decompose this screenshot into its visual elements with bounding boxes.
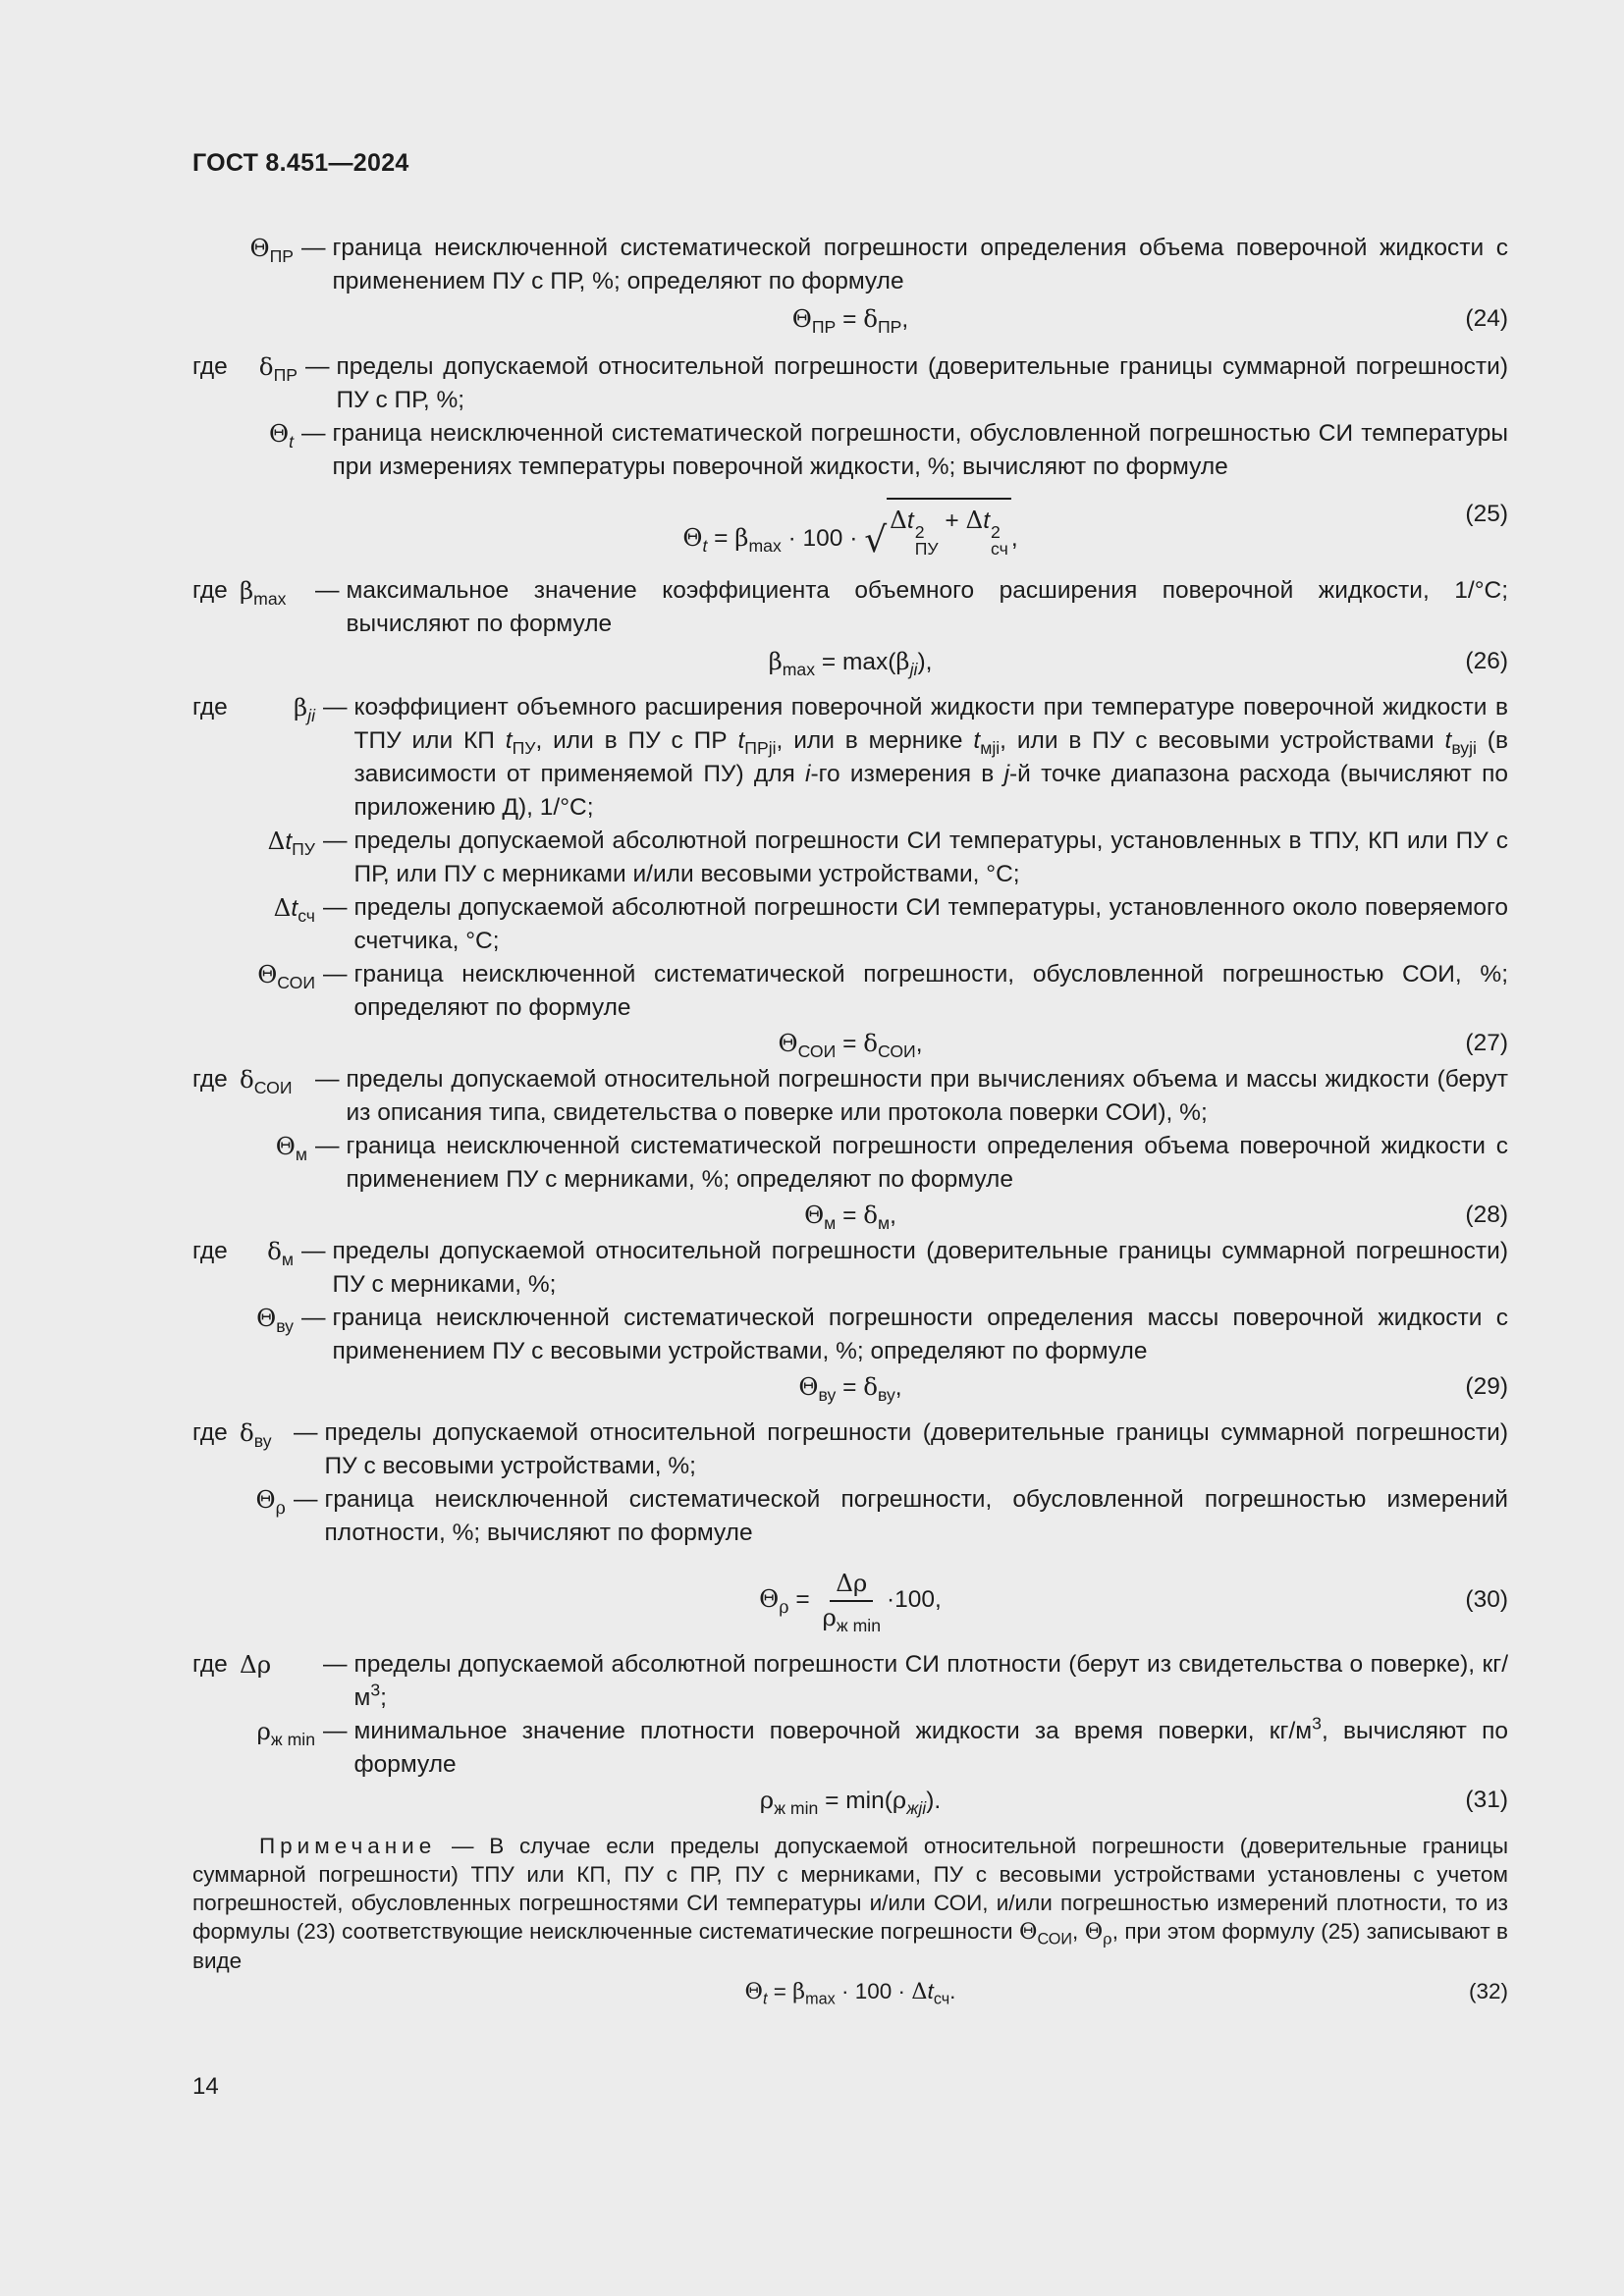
- formula-24: $\Theta_{ПР} = \delta_{ПР}$, (24): [791, 304, 1508, 338]
- definition-beta-max: где $\beta_{max}$ — максимальное значение коэффициента объемного расширения поверочной жидкости, 1/°С; вычисляют по формуле: [192, 575, 1508, 637]
- definition-delta-pr: где $\delta_{ПР}$ — пределы допускаемой относительной погрешности (доверительные границы суммарной погрешности) ПУ с ПР, %;: [192, 352, 1508, 413]
- page-content: [192, 232, 1508, 2006]
- definition-theta-vu: $\Theta_{ву}$ — граница неисключенной систематической погрешности определения массы поверочной жидкости с применением ПУ с весовыми устройствами, %; определяют по формуле: [192, 1302, 1508, 1368]
- definition-theta-pr: $\Theta_{ПР}$ — граница неисключенной систематической погрешности определения объема поверочной жидкости с применением ПУ с ПР, %; определяют по формуле: [192, 232, 1508, 298]
- symbol-rho-min: $\rho_{ж min}$: [256, 1716, 315, 1750]
- formula-26: $\beta_{max} = \max(\beta_{ji})$, (26): [768, 646, 1508, 680]
- definition-theta-t: $\Theta_t$ — граница неисключенной систематической погрешности, обусловленной погрешностью СИ температуры при измерениях температуры поверочной жидкости, %; вычисляют по формуле: [192, 417, 1508, 484]
- definition-theta-soi: $\Theta_{СОИ}$ — граница неисключенной систематической погрешности, обусловленной погрешностью СОИ, %; определяют по формуле: [192, 958, 1508, 1025]
- formula-number: (27): [1465, 1029, 1508, 1056]
- formula-number: (26): [1465, 647, 1508, 674]
- symbol-theta-m: $\Theta_м$: [275, 1131, 307, 1165]
- symbol-delta-soi: $\delta_{СОИ}$: [240, 1064, 293, 1098]
- formula-number: (25): [1465, 501, 1508, 527]
- definition-text: граница неисключенной систематической погрешности определения объема поверочной жидкости с применением ПУ с ПР, %; определяют по формуле: [332, 235, 1508, 294]
- formula-25: $\Theta_t = \beta_{max} \cdot 100$ · √ Δt 2 ПУ + Δt 2 сч , (25): [192, 498, 1508, 559]
- definition-delta-vu: где $\delta_{ву}$ — пределы допускаемой относительной погрешности (доверительные границы суммарной погрешности) ПУ с весовыми устройствами, %;: [192, 1417, 1508, 1479]
- symbol-theta-vu: $\Theta_{ву}$: [256, 1303, 294, 1337]
- formula-30: $\Theta_\rho$ = $\frac{\Delta\rho}{\rho_{ж min}}$ ·100, (30): [759, 1568, 1508, 1636]
- definition-delta-soi: где $\delta_{СОИ}$ — пределы допускаемой относительной погрешности при вычислениях объема и массы жидкости (берут из описания типа, свидетельства о поверке или протокола поверки СОИ), %;: [192, 1064, 1508, 1126]
- formula-number: (24): [1465, 305, 1508, 332]
- symbol-dt-pu: $\Delta t_{ПУ}$: [267, 826, 315, 860]
- symbol-dt-sch: $\Delta t_{сч}$: [273, 892, 315, 927]
- formula-29: $\Theta_{ву} = \delta_{ву}$, (29): [798, 1371, 1508, 1406]
- symbol-theta-soi: $\Theta_{СОИ}$: [257, 959, 315, 993]
- definition-theta-rho: $\Theta_\rho$ — граница неисключенной систематической погрешности, обусловленной погрешностью измерений плотности, %; вычисляют по формуле: [192, 1483, 1508, 1550]
- page-number: 14: [192, 2073, 219, 2100]
- definition-dt-sch: $\Delta t_{сч}$ — пределы допускаемой абсолютной погрешности СИ температуры, установленного около поверяемого счетчика, °С;: [192, 891, 1508, 958]
- note-paragraph: Примечание — В случае если пределы допускаемой относительной погрешности (доверительные границы суммарной погрешности) ТПУ или КП, ПУ с ПР, ПУ с мерниками, ПУ с весовыми устройствами установлены с учетом погрешностей, обусловленных погрешностями СИ температуры и/или СОИ, и/или погрешностью измерений плотности, то из формулы (23) соответствующие неисключенные систематические погрешности $\Theta_{СОИ}$, $\Theta_\rho$, при этом формулу (25) записывают в виде: [192, 1833, 1508, 1973]
- definition-beta-ji: где $\beta_{ji}$ — коэффициент объемного расширения поверочной жидкости при температуре поверочной жидкости в ТПУ или КП $t_{ПУ}$, или в ПУ с ПР $t_{ПРji}$, или в мернике $t_{мji}$, или в ПУ с весовыми устройствами $t_{вуji}$ (в зависимости от применяемой ПУ) для i-го измерения в j-й точке диапазона расхода (вычисляют по приложению Д), 1/°С;: [192, 692, 1508, 821]
- symbol-beta-ji: $\beta_{ji}$: [293, 692, 315, 726]
- symbol-delta-rho: Δρ: [240, 1649, 272, 1679]
- formula-number: (30): [1465, 1585, 1508, 1613]
- symbol-delta-vu: $\delta_{ву}$: [240, 1417, 272, 1452]
- page-header: ГОСТ 8.451—2024: [192, 149, 409, 177]
- fraction: $\frac{\Delta\rho}{\rho_{ж min}}$: [822, 1568, 882, 1636]
- formula-32: $\Theta_t = \beta_{max} \cdot 100 \cdot \Delta t_{сч}$. (32): [744, 1978, 1508, 2008]
- definition-theta-m: $\Theta_м$ — граница неисключенной систематической погрешности определения объема поверочной жидкости с применением ПУ с мерниками, %; определяют по формуле: [192, 1130, 1508, 1197]
- symbol-delta-pr: $\delta_{ПР}$: [258, 352, 298, 386]
- symbol-theta-t: $\Theta_t$: [269, 419, 294, 453]
- formula-31: $\rho_{ж min} = \min(\rho_{жji})$. (31): [759, 1785, 1508, 1819]
- formula-28: $\Theta_м = \delta_м$, (28): [804, 1200, 1508, 1234]
- definition-dt-pu: $\Delta t_{ПУ}$ — пределы допускаемой абсолютной погрешности СИ температуры, установленных в ТПУ, КП или ПУ с ПР, или ПУ с мерниками и/или весовыми устройствами, °С;: [192, 825, 1508, 891]
- symbol-delta-m: $\delta_м$: [267, 1236, 294, 1270]
- note-label: Примечание: [259, 1833, 437, 1858]
- definition-rho-min: $\rho_{ж min}$ — минимальное значение плотности поверочной жидкости за время поверки, $кг/м^3$, вычисляют по формуле: [192, 1715, 1508, 1782]
- formula-27: $\Theta_{СОИ} = \delta_{СОИ}$, (27): [778, 1028, 1508, 1062]
- formula-number: (28): [1465, 1201, 1508, 1228]
- symbol-beta-max: $\beta_{max}$: [240, 575, 287, 610]
- definition-delta-m: где $\delta_м$ — пределы допускаемой относительной погрешности (доверительные границы суммарной погрешности) ПУ с мерниками, %;: [192, 1236, 1508, 1298]
- definition-delta-rho: где Δρ — пределы допускаемой абсолютной погрешности СИ плотности (берут из свидетельства о поверке), $кг/м^3$;: [192, 1649, 1508, 1711]
- formula-number: (29): [1465, 1372, 1508, 1400]
- formula-number: (31): [1465, 1786, 1508, 1813]
- formula-number: (32): [1468, 1978, 1508, 2003]
- symbol-theta-pr: $\Theta_{ПР}$: [249, 234, 294, 267]
- symbol-theta-rho: $\Theta_\rho$: [255, 1484, 286, 1520]
- square-root: √ Δt 2 ПУ + Δt 2 сч: [864, 498, 1011, 559]
